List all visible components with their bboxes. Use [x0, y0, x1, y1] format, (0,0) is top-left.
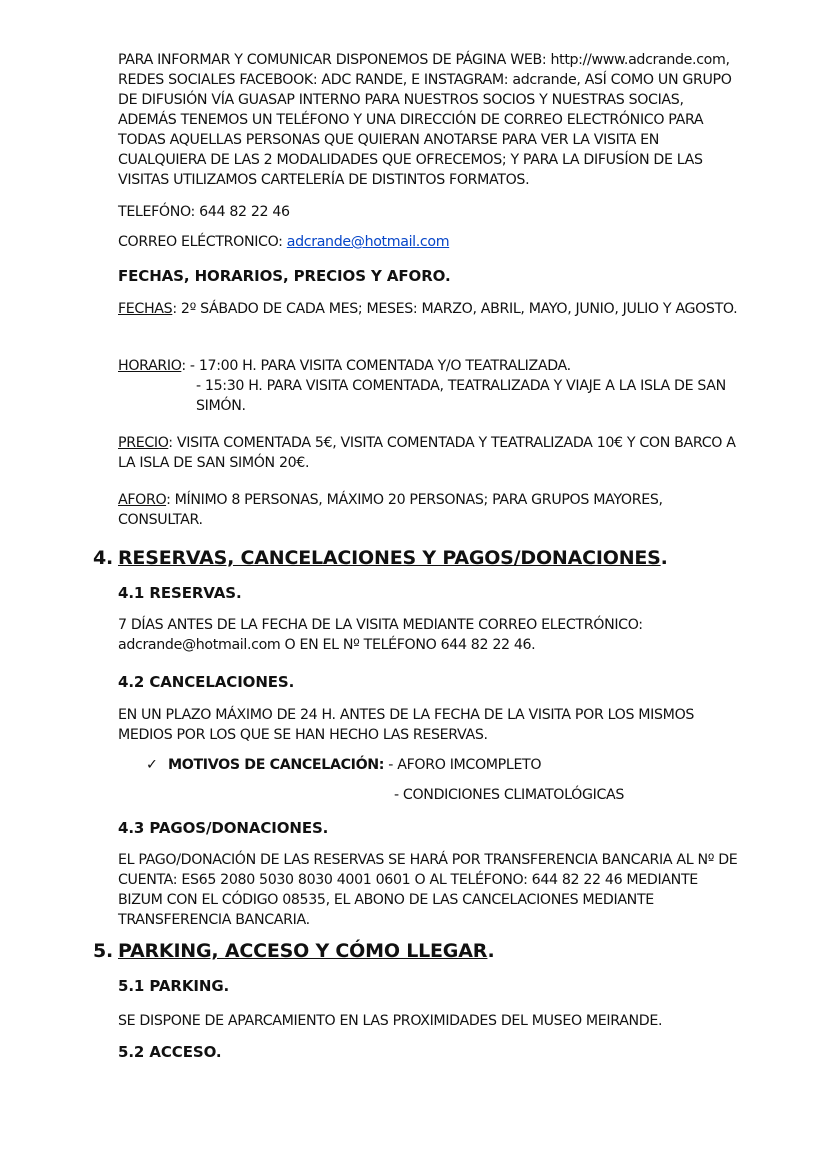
- section4-title: RESERVAS, CANCELACIONES Y PAGOS/DONACIONES: [118, 547, 661, 569]
- horario-line2: - 15:30 H. PARA VISITA COMENTADA, TEATRALIZADA Y VIAJE A LA ISLA DE SAN SIMÓN.: [196, 378, 726, 414]
- email-link[interactable]: adcrande@hotmail.com: [286, 234, 450, 250]
- intro-paragraph: PARA INFORMAR Y COMUNICAR DISPONEMOS DE PÁGINA WEB: http://www.adcrande.com, REDES SOCIALES FACEBOOK: ADC RANDE, E INSTAGRAM: adcrande, ASÍ COMO UN GRUPO DE DIFUSIÓN VÍA GUASAP INTERNO PARA NUESTROS SOCIOS Y NUESTRAS SOCIAS, ADEMÁS TENEMOS UN TELÉFONO Y UNA DIRECCIÓN DE CORREO ELECTRÓNICO PARA TODAS AQUELLAS PERSONAS QUE QUIERAN ANOTARSE PARA VER LA VISITA EN CUALQUIERA DE LAS 2 MODALIDADES QUE OFRECEMOS; Y PARA LA DIFUSÍON DE LAS VISITAS UTILIZAMOS CARTELERÍA DE DISTINTOS FORMATOS.: [118, 52, 732, 188]
- schedule-heading: FECHAS, HORARIOS, PRECIOS Y AFORO.: [118, 267, 451, 285]
- fechas-label: FECHAS: [118, 301, 173, 317]
- parking-text: SE DISPONE DE APARCAMIENTO EN LAS PROXIMIDADES DEL MUSEO MEIRANDE.: [118, 1013, 663, 1029]
- phone-line: TELEFÓNO: 644 82 22 46: [118, 204, 290, 220]
- fechas-paragraph: [118, 299, 746, 319]
- pagos-text: EL PAGO/DONACIÓN DE LAS RESERVAS SE HARÁ POR TRANSFERENCIA BANCARIA AL Nº DE CUENTA: ES65 2080 5030 8030 4001 0601 O AL TELÉFONO: 644 82 22 46 MEDIANTE BIZUM CON EL CÓDIGO 08535, EL ABONO DE LAS CANCELACIONES MEDIANTE TRANSFERENCIA BANCARIA.: [118, 852, 738, 928]
- reservas-text: 7 DÍAS ANTES DE LA FECHA DE LA VISITA MEDIANTE CORREO ELECTRÓNICO: adcrande@hotmail.com O EN EL Nº TELÉFONO 644 82 22 46.: [118, 617, 643, 653]
- precio-label: PRECIO: [118, 435, 169, 451]
- section4-heading: [93, 547, 668, 569]
- reservas-heading: 4.1 RESERVAS.: [118, 584, 242, 602]
- aforo-label: AFORO: [118, 492, 167, 508]
- section5-title-end: .: [487, 940, 495, 962]
- aforo-paragraph: [118, 490, 746, 530]
- horario-paragraph: [118, 356, 746, 416]
- horario-label: HORARIO: [118, 358, 182, 374]
- email-line: [118, 232, 746, 252]
- section5-number: 5.: [93, 940, 114, 962]
- checkmark-icon: ✓: [146, 757, 158, 773]
- motivo-2: - CONDICIONES CLIMATOLÓGICAS: [394, 787, 625, 803]
- acceso-heading: 5.2 ACCESO.: [118, 1043, 222, 1061]
- aforo-text: : MÍNIMO 8 PERSONAS, MÁXIMO 20 PERSONAS; PARA GRUPOS MAYORES, CONSULTAR.: [118, 492, 663, 528]
- email-label: CORREO ELÉCTRONICO:: [118, 234, 287, 250]
- precio-text: : VISITA COMENTADA 5€, VISITA COMENTADA Y TEATRALIZADA 10€ Y CON BARCO A LA ISLA DE SAN SIMÓN 20€.: [118, 435, 736, 471]
- motivo-1: - AFORO IMCOMPLETO: [384, 757, 542, 773]
- motivos-item: [146, 755, 541, 775]
- section4-title-end: .: [660, 547, 668, 569]
- cancelaciones-text: EN UN PLAZO MÁXIMO DE 24 H. ANTES DE LA FECHA DE LA VISITA POR LOS MISMOS MEDIOS POR LOS QUE SE HAN HECHO LAS RESERVAS.: [118, 707, 695, 743]
- section4-number: 4.: [93, 547, 114, 569]
- parking-heading: 5.1 PARKING.: [118, 977, 230, 995]
- pagos-heading: 4.3 PAGOS/DONACIONES.: [118, 819, 329, 837]
- section5-heading: [93, 940, 495, 962]
- precio-paragraph: [118, 433, 746, 473]
- horario-line1: : - 17:00 H. PARA VISITA COMENTADA Y/O TEATRALIZADA.: [181, 358, 571, 374]
- cancelaciones-heading: 4.2 CANCELACIONES.: [118, 673, 295, 691]
- section5-title: PARKING, ACCESO Y CÓMO LLEGAR: [118, 940, 488, 962]
- motivos-label: MOTIVOS DE CANCELACIÓN:: [168, 757, 385, 773]
- fechas-text: : 2º SÁBADO DE CADA MES; MESES: MARZO, ABRIL, MAYO, JUNIO, JULIO Y AGOSTO.: [172, 301, 738, 317]
